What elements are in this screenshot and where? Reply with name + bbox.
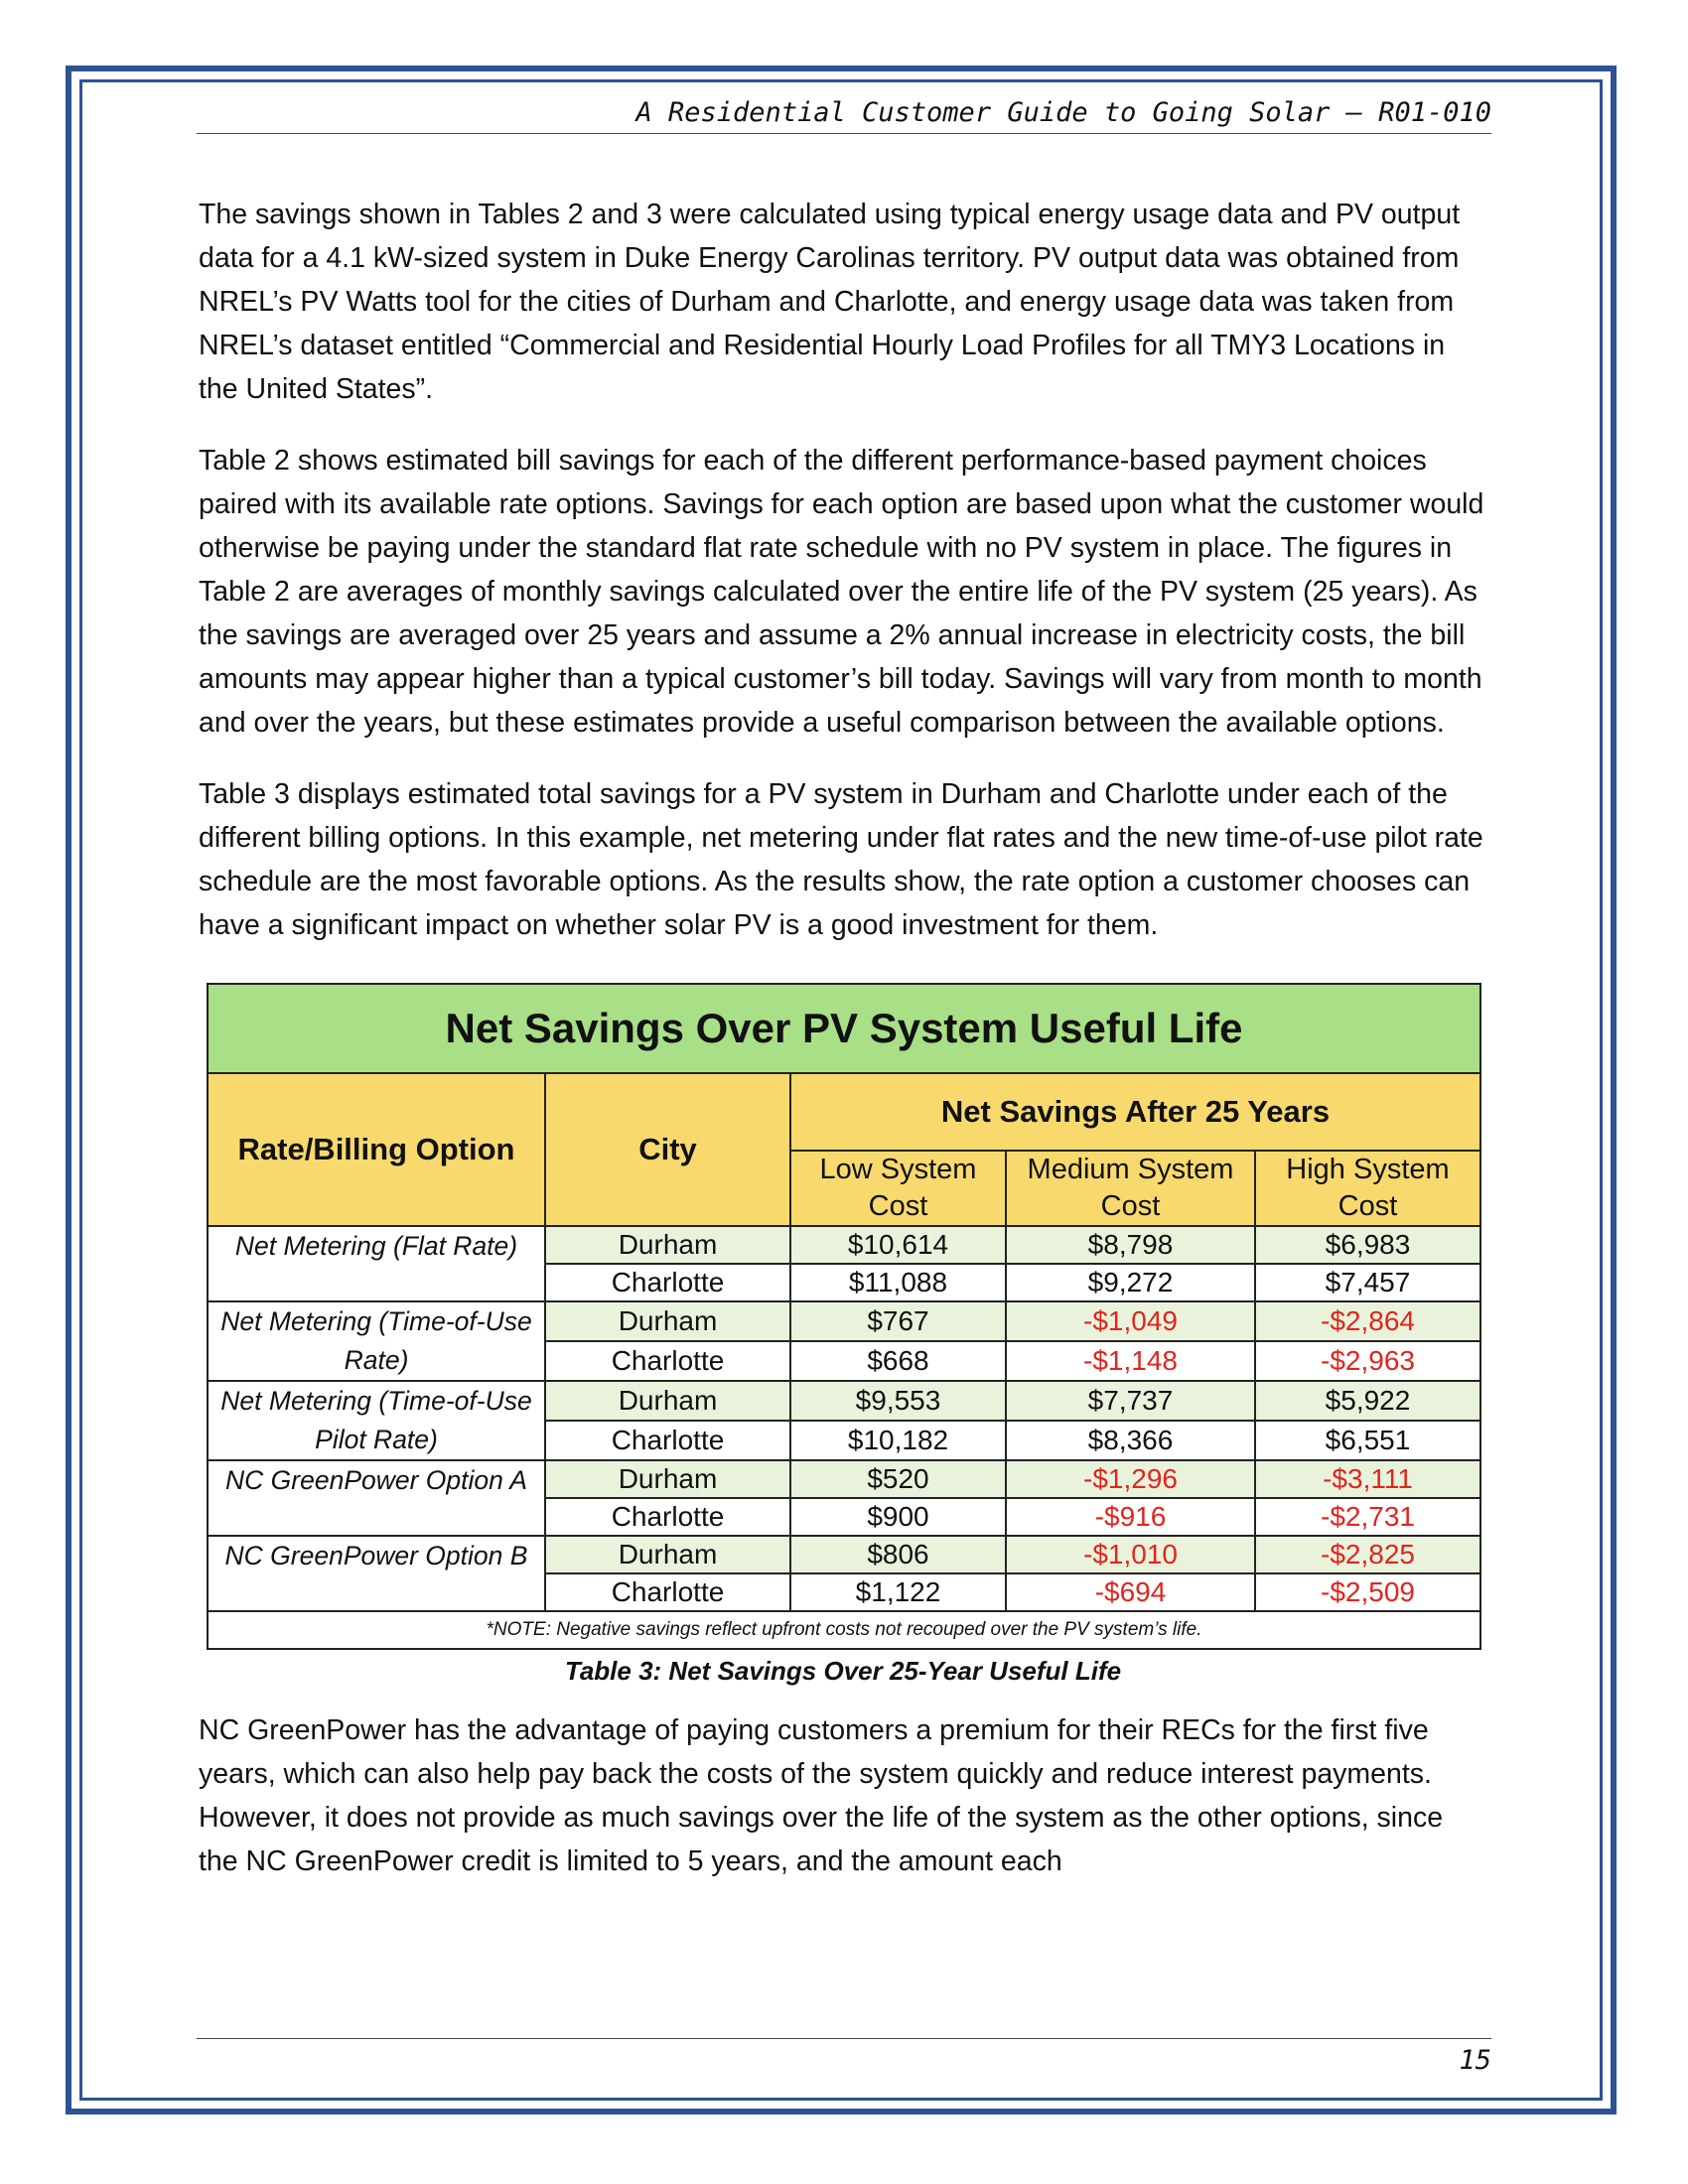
city-cell: Charlotte (545, 1341, 790, 1381)
medium-cost-cell: -$1,049 (1006, 1301, 1255, 1341)
city-cell: Charlotte (545, 1421, 790, 1460)
low-cost-cell: $806 (790, 1536, 1006, 1573)
low-cost-cell: $9,553 (790, 1381, 1006, 1421)
table-title: Net Savings Over PV System Useful Life (208, 984, 1480, 1073)
city-cell: Durham (545, 1381, 790, 1421)
option-label: Net Metering (Time-of-Use Pilot Rate) (208, 1381, 545, 1460)
high-cost-cell: $6,551 (1255, 1421, 1480, 1460)
city-cell: Durham (545, 1301, 790, 1341)
high-cost-cell: -$2,963 (1255, 1341, 1480, 1381)
table-row (208, 1301, 1480, 1341)
option-label: NC GreenPower Option B (208, 1536, 545, 1611)
column-header-option: Rate/Billing Option (208, 1073, 545, 1226)
column-header-city: City (545, 1073, 790, 1226)
medium-cost-cell: $9,272 (1006, 1264, 1255, 1301)
high-cost-cell: -$3,111 (1255, 1460, 1480, 1498)
column-header-net-savings: Net Savings After 25 Years (790, 1073, 1480, 1151)
high-cost-cell: $6,983 (1255, 1226, 1480, 1264)
paragraph-table2: Table 2 shows estimated bill savings for each of the different performance-based payment choices paired with its available rate options. Savings for each option are based upon what the customer would otherwise be paying under the standard flat rate schedule with no PV system in place. The figures in Table 2 are averages of monthly savings calculated over the entire life of the PV system (25 years). As the savings are averaged over 25 years and assume a 2% annual increase in electricity costs, the bill amounts may appear higher than a typical customer’s bill today. Savings will vary from month to month and over the years, but these estimates provide a useful comparison between the available options. (199, 445, 1484, 739)
net-savings-table (207, 983, 1481, 1650)
low-cost-cell: $10,182 (790, 1421, 1006, 1460)
low-cost-cell: $10,614 (790, 1226, 1006, 1264)
running-header: A Residential Customer Guide to Going Solar – R01-010 (197, 97, 1491, 134)
low-cost-cell: $668 (790, 1341, 1006, 1381)
medium-cost-cell: -$694 (1006, 1573, 1255, 1611)
low-cost-cell: $900 (790, 1498, 1006, 1536)
option-label: Net Metering (Flat Rate) (208, 1226, 545, 1301)
table-caption: Table 3: Net Savings Over 25-Year Useful Life (564, 1656, 1122, 1686)
table-row (208, 1381, 1480, 1421)
option-label: Net Metering (Time-of-Use Rate) (208, 1301, 545, 1381)
column-header-high: High System Cost (1255, 1151, 1480, 1226)
high-cost-cell: -$2,825 (1255, 1536, 1480, 1573)
high-cost-cell: $7,457 (1255, 1264, 1480, 1301)
medium-cost-cell: $8,798 (1006, 1226, 1255, 1264)
paragraph-savings-data: The savings shown in Tables 2 and 3 were calculated using typical energy usage data and PV output data for a 4.1 kW-sized system in Duke Energy Carolinas territory. PV output data was obtained from NREL’s PV Watts tool for the cities of Durham and Charlotte, and energy usage data was taken from NREL’s dataset entitled “Commercial and Residential Hourly Load Profiles for all TMY3 Locations in the United States”. (199, 199, 1461, 405)
low-cost-cell: $1,122 (790, 1573, 1006, 1611)
city-cell: Charlotte (545, 1498, 790, 1536)
table-row (208, 1460, 1480, 1498)
net-savings-table-wrapper (207, 983, 1479, 1687)
medium-cost-cell: $7,737 (1006, 1381, 1255, 1421)
page-body (199, 193, 1489, 1911)
city-cell: Durham (545, 1536, 790, 1573)
medium-cost-cell: -$916 (1006, 1498, 1255, 1536)
option-label: NC GreenPower Option A (208, 1460, 545, 1536)
high-cost-cell: -$2,864 (1255, 1301, 1480, 1341)
column-header-medium: Medium System Cost (1006, 1151, 1255, 1226)
paragraph-table3: Table 3 displays estimated total savings for a PV system in Durham and Charlotte under each of the different billing options. In this example, net metering under flat rates and the new time-of-use pilot rate schedule are the most favorable options. As the results show, the rate option a customer chooses can have a significant impact on whether solar PV is a good investment for them. (199, 778, 1483, 941)
low-cost-cell: $520 (790, 1460, 1006, 1498)
city-cell: Charlotte (545, 1573, 790, 1611)
city-cell: Charlotte (545, 1264, 790, 1301)
paragraph-greenpower: NC GreenPower has the advantage of paying customers a premium for their RECs for the first five years, which can also help pay back the costs of the system quickly and reduce interest payments. However, it does not provide as much savings over the life of the system as the other options, since the NC GreenPower credit is limited to 5 years, and the amount each (199, 1714, 1444, 1877)
city-cell: Durham (545, 1226, 790, 1264)
city-cell: Durham (545, 1460, 790, 1498)
medium-cost-cell: -$1,148 (1006, 1341, 1255, 1381)
page-number: 15 (197, 2038, 1491, 2076)
high-cost-cell: -$2,509 (1255, 1573, 1480, 1611)
table-note: *NOTE: Negative savings reflect upfront costs not recouped over the PV system’s life. (208, 1611, 1480, 1649)
medium-cost-cell: -$1,296 (1006, 1460, 1255, 1498)
high-cost-cell: -$2,731 (1255, 1498, 1480, 1536)
low-cost-cell: $11,088 (790, 1264, 1006, 1301)
medium-cost-cell: $8,366 (1006, 1421, 1255, 1460)
table-row (208, 1536, 1480, 1573)
column-header-low: Low System Cost (790, 1151, 1006, 1226)
table-row (208, 1226, 1480, 1264)
medium-cost-cell: -$1,010 (1006, 1536, 1255, 1573)
low-cost-cell: $767 (790, 1301, 1006, 1341)
high-cost-cell: $5,922 (1255, 1381, 1480, 1421)
